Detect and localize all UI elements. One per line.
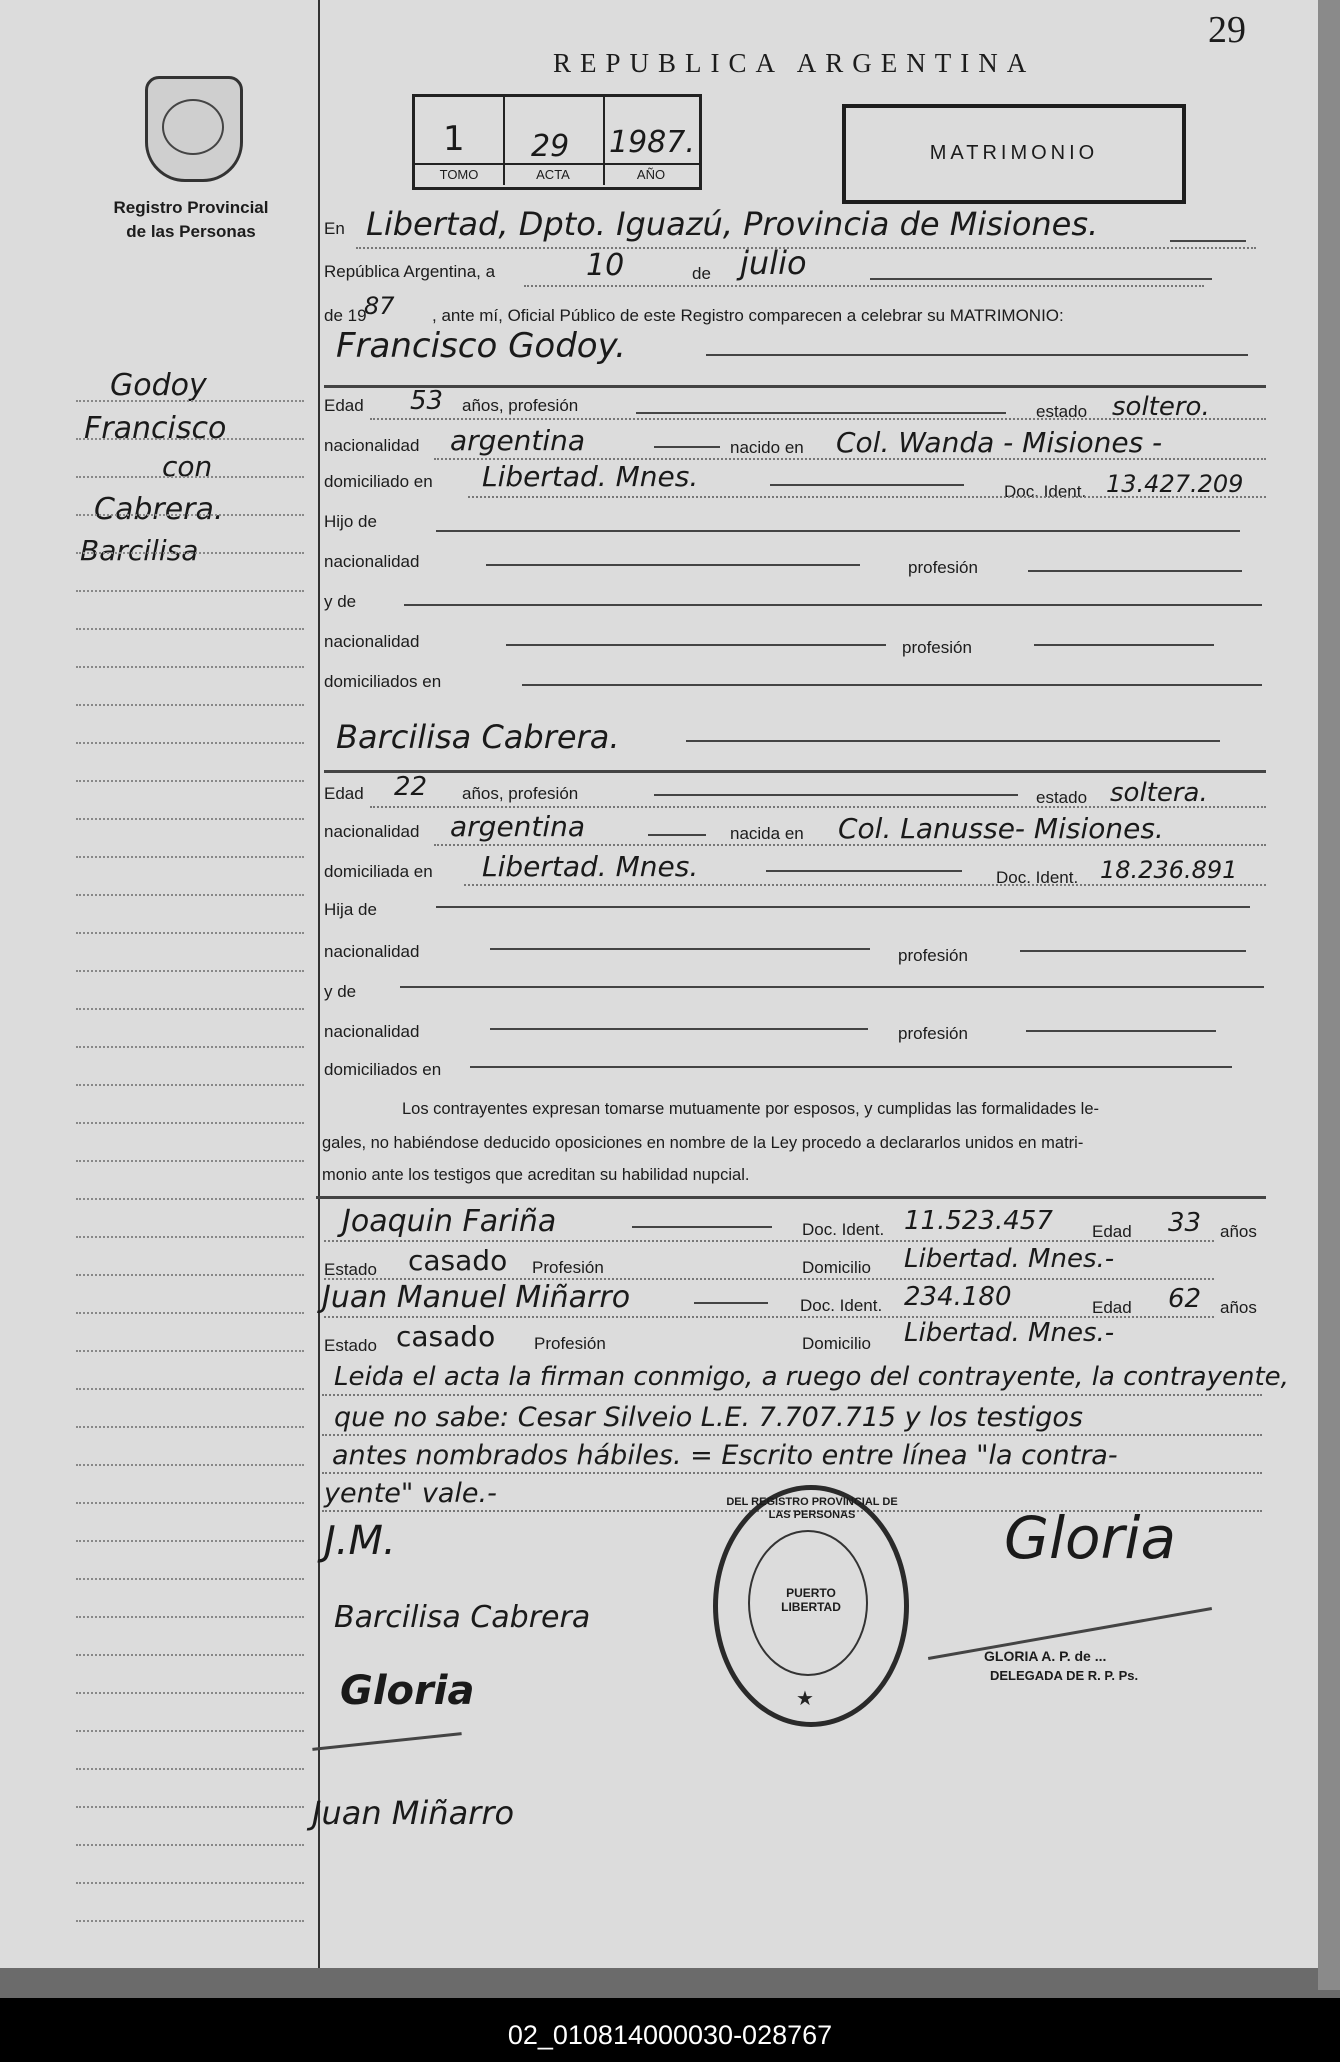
declaration-line-1: Los contrayentes expresan tomarse mutuamente por esposos, y cumplidas las formalidades le- [402,1100,1100,1118]
groom-edad-label: Edad [324,396,364,415]
witness-2-anos-label: años [1220,1298,1257,1317]
bride-prof1-label: profesión [898,946,968,965]
groom-domicilio-label: domiciliado en [324,472,433,491]
record-type-box [842,104,1186,204]
margin-rule-line [76,438,304,440]
signature-official-scrawl: Gloria [340,1668,475,1714]
groom-nacionalidad-label: nacionalidad [324,436,420,455]
groom-prof1-label: profesión [908,558,978,577]
groom-estado: soltero. [1112,392,1210,422]
margin-rule-line [76,1274,304,1276]
margin-note-line-4: Cabrera. [94,492,224,527]
registry-name: Registro Provincial de las Personas [113,198,269,241]
official-stamp [713,1485,909,1727]
country-header: REPUBLICA ARGENTINA [553,48,1036,78]
signature-official: Gloria [1004,1504,1177,1572]
margin-rule-line [76,1540,304,1542]
margin-rule-line [76,1502,304,1504]
groom-domiciliados-label: domiciliados en [324,672,442,691]
margin-rule-line [76,476,304,478]
record-box [412,94,702,190]
bride-doc-label: Doc. Ident. [996,868,1079,887]
witness-1-profesion-label: Profesión [532,1258,604,1277]
notes-line-4: yente" vale.- [324,1478,497,1509]
witness-1-edad-label: Edad [1092,1222,1132,1241]
margin-rule-line [76,1806,304,1808]
bride-nacionalidad-label: nacionalidad [324,822,420,841]
groom-name: Francisco Godoy. [336,326,626,366]
witness-1-doc-label: Doc. Ident. [802,1220,885,1239]
bride-nacido-en: Col. Lanusse- Misiones. [838,812,1164,845]
witness-2-domicilio-label: Domicilio [802,1334,871,1353]
footer-code: 02_010814000030-028767 [507,2020,833,2050]
margin-rule-line [76,400,304,402]
margin-rule-line [76,894,304,896]
star-icon: ★ [796,1688,814,1710]
groom-nacido-label: nacido en [730,438,804,457]
margin-rule-line [76,1046,304,1048]
margin-rule-line [76,1768,304,1770]
ano-value: 1987. [609,125,695,160]
intro-text: , ante mí, Oficial Público de este Registro comparecen a celebrar su MATRIMONIO: [432,306,1064,325]
margin-rule-line [76,1350,304,1352]
bride-nac2-label: nacionalidad [324,1022,420,1041]
margin-rule-line [76,1160,304,1162]
margin-rule-line [76,970,304,972]
acta-value: 29 [531,129,570,164]
bride-estado-label: estado [1036,788,1088,807]
margin-rule-line [76,1236,304,1238]
groom-anos-profesion-label: años, profesión [462,396,579,415]
witness-2-estado-label: Estado [324,1336,377,1355]
intro-month: julio [740,244,807,282]
margin-rule-line [76,1844,304,1846]
margin-rule-line [76,552,304,554]
bride-domicilio-label: domiciliada en [324,862,433,881]
witness-1-domicilio: Libertad. Mnes.- [904,1244,1115,1274]
witness-2-name: Juan Manuel Miñarro [322,1280,631,1315]
groom-hijo-label: Hijo de [324,512,377,531]
declaration-line-2: gales, no habiéndose deducido oposiciones en nombre de la Ley procedo a declararlos unidos en matri- [322,1134,1084,1152]
margin-rule-line [76,704,304,706]
margin-rule-line [76,1920,304,1922]
registry-emblem-icon [145,76,243,182]
witness-2-estado: casado [396,1320,496,1353]
page-edge [1318,0,1340,1990]
groom-nacionalidad: argentina [450,424,586,457]
margin-rule-line [76,1616,304,1618]
intro-en-label: En [324,219,345,238]
intro-day: 10 [586,248,625,283]
witness-1-estado-label: Estado [324,1260,377,1279]
margin-note-line-5: Barcilisa [80,534,199,567]
acta-label: ACTA [503,163,603,182]
margin-rule-line [76,1426,304,1428]
margin-rule-line [76,666,304,668]
notes-line-3: antes nombrados hábiles. = Escrito entre línea "la contra- [332,1440,1118,1471]
witness-1-anos-label: años [1220,1222,1257,1241]
margin-rule-line [76,1882,304,1884]
witness-2-doc: 234.180 [904,1282,1012,1312]
witness-2-edad: 62 [1168,1284,1202,1314]
witness-1-estado: casado [408,1244,508,1277]
record-type: MATRIMONIO [929,142,1099,164]
tomo-value: 1 [443,119,465,159]
margin-rule-line [76,1198,304,1200]
groom-edad: 53 [410,386,444,416]
margin-rule-line [76,1692,304,1694]
witness-1-edad: 33 [1168,1208,1202,1238]
intro-place: Libertad, Dpto. Iguazú, Provincia de Misiones. [366,205,1099,243]
groom-doc-label: Doc. Ident. [1004,482,1087,501]
left-margin-column [0,0,320,1968]
notes-line-1: Leida el acta la firman conmigo, a ruego del contrayente, la contrayente, [334,1362,1289,1392]
official-name-stamp: GLORIA A. P. de ... [984,1648,1107,1664]
witness-2-doc-label: Doc. Ident. [800,1296,883,1315]
bride-edad-label: Edad [324,784,364,803]
bride-domicilio: Libertad. Mnes. [482,850,699,883]
bride-name: Barcilisa Cabrera. [336,718,620,756]
signature-bride: Barcilisa Cabrera [334,1600,591,1635]
witness-2-profesion-label: Profesión [534,1334,606,1353]
margin-rule-line [76,1730,304,1732]
official-title-stamp: DELEGADA DE R. P. Ps. [990,1668,1139,1683]
bride-domiciliados-label: domiciliados en [324,1060,442,1079]
ano-label: AÑO [603,163,699,182]
witness-2-domicilio: Libertad. Mnes.- [904,1318,1115,1348]
margin-rule-line [76,1578,304,1580]
groom-nac2-label: nacionalidad [324,632,420,651]
bride-anos-profesion-label: años, profesión [462,784,579,803]
margin-rule-line [76,1464,304,1466]
margin-rule-line [76,780,304,782]
margin-rule-line [76,628,304,630]
margin-note-line-2: Francisco [84,411,227,446]
witness-1-domicilio-label: Domicilio [802,1258,871,1277]
margin-rule-line [76,1312,304,1314]
witness-2-edad-label: Edad [1092,1298,1132,1317]
stamp-inner-text: PUERTO LIBERTAD [781,1586,841,1614]
intro-de-label: de [692,264,711,283]
margin-rule-line [76,1084,304,1086]
margin-rule-line [76,742,304,744]
groom-estado-label: estado [1036,402,1088,421]
witness-1-name: Joaquin Fariña [342,1204,557,1239]
groom-y-de-label: y de [324,592,357,611]
bride-hijo-label: Hija de [324,900,377,919]
bride-doc: 18.236.891 [1100,856,1238,884]
bride-estado: soltera. [1110,778,1208,808]
margin-note-line-3: con [162,450,213,483]
margin-rule-line [76,932,304,934]
groom-nacido-en: Col. Wanda - Misiones - [836,426,1163,459]
bride-nac1-label: nacionalidad [324,942,420,961]
margin-rule-line [76,818,304,820]
margin-rule-line [76,856,304,858]
intro-year-suffix: 87 [364,292,395,320]
margin-rule-line [76,514,304,516]
bride-nacido-label: nacida en [730,824,804,843]
signature-second-witness: Juan Miñarro [312,1794,515,1832]
groom-nac1-label: nacionalidad [324,552,420,571]
bride-edad: 22 [394,772,428,802]
intro-year-prefix: de 19 [324,306,367,325]
margin-note-line-1: Godoy [110,368,207,403]
groom-prof2-label: profesión [902,638,972,657]
intro-republic-label: República Argentina, a [324,262,496,281]
margin-rule-line [76,1008,304,1010]
witness-1-doc: 11.523.457 [904,1206,1053,1236]
page-number: 29 [1208,9,1246,51]
stamp-outer-text: DEL REGISTRO PROVINCIAL DE LAS PERSONAS [726,1496,898,1521]
margin-rule-line [76,1654,304,1656]
margin-rule-line [76,590,304,592]
bride-y-de-label: y de [324,982,357,1001]
margin-rule-line [76,1388,304,1390]
declaration-line-3: monio ante los testigos que acreditan su habilidad nupcial. [322,1166,750,1184]
bride-nacionalidad: argentina [450,810,586,843]
groom-domicilio: Libertad. Mnes. [482,460,699,493]
tomo-label: TOMO [415,163,503,182]
groom-doc: 13.427.209 [1106,470,1244,498]
signature-initials: J.M. [324,1518,396,1564]
bride-prof2-label: profesión [898,1024,968,1043]
margin-rule-line [76,1122,304,1124]
notes-line-2: que no sabe: Cesar Silveio L.E. 7.707.715 y los testigos [334,1402,1083,1433]
